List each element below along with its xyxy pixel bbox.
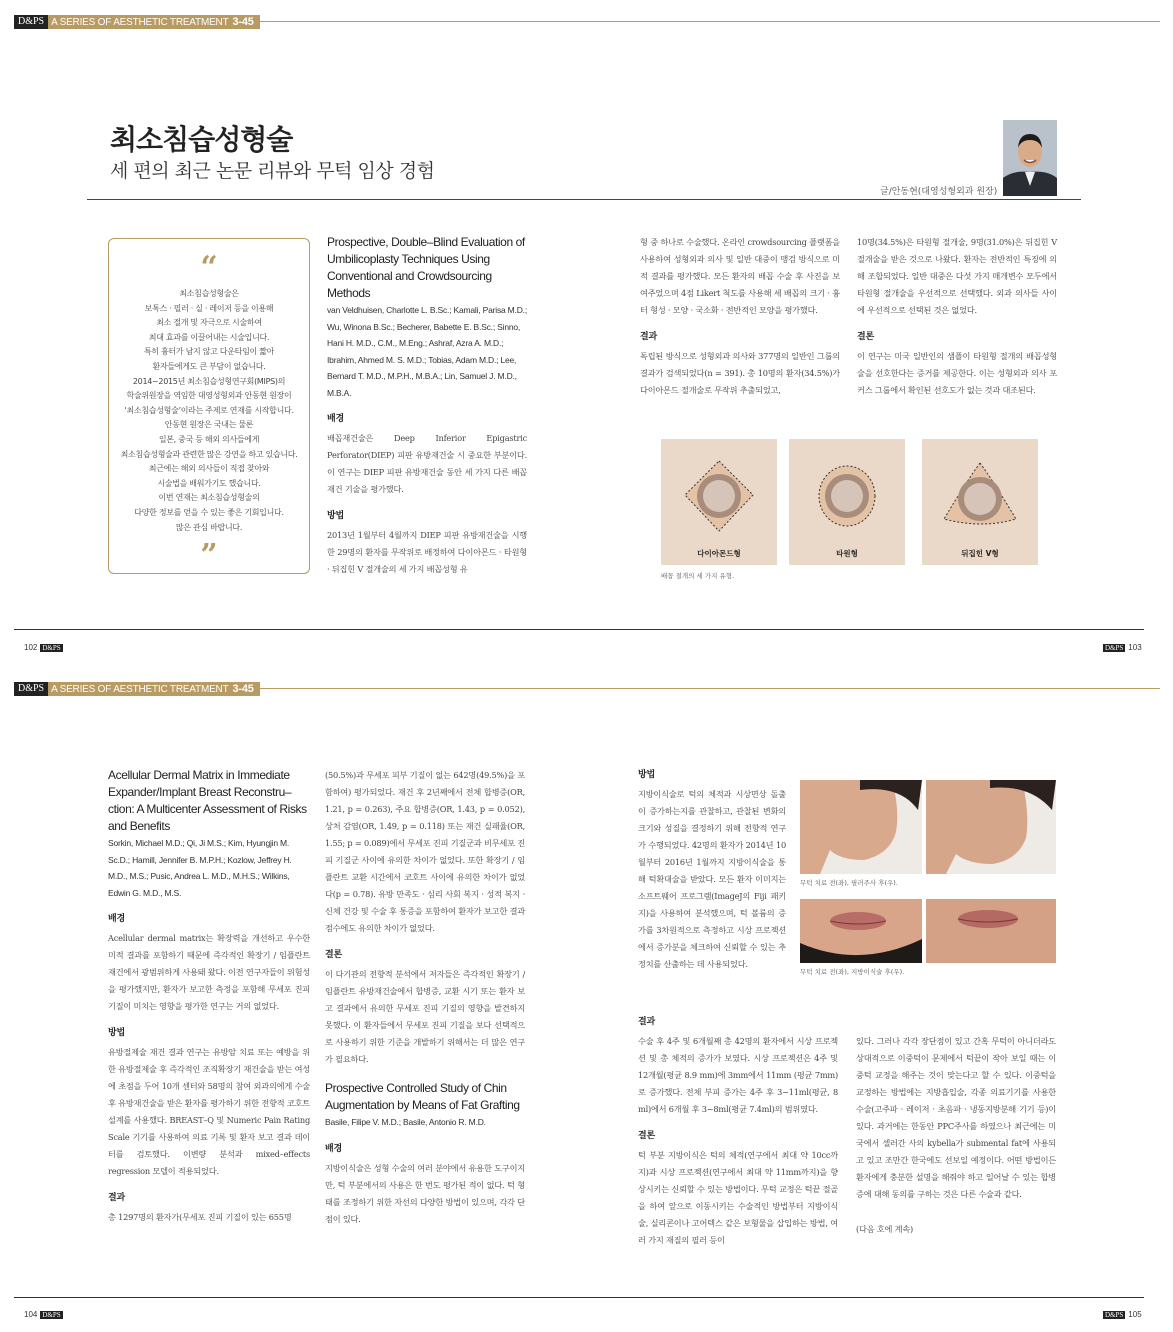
article2-result-text: 총 1297명의 환자가(무세포 진피 기질이 있는 655명 bbox=[108, 1212, 292, 1222]
article1-bg-text: 배꼽재건술은 Deep Inferior Epigastric Perforator(DIEP) 피판 유방재건술 시 중요한 부분이다. 이 연구는 DIEP 피판 유방재건술 동안 세 가지 다른 배꼽재건 기술을 평가했다. bbox=[327, 433, 527, 494]
figure-diamond bbox=[661, 439, 777, 565]
article3-concl-text: 턱 부분 지방이식은 턱의 체적(연구에서 최대 약 10cc까지)과 시상 프로젝션(연구에서 최대 약 11mm까지)을 향상시키는 신뢰할 수 있는 방법이다. 무턱 교정은 턱끝 절골을 하여 앞으로 이동시키는 수술적인 방법부터 지방이식술, 실리콘이나 고어텍스 같은 보형물을 삽입하는 방법, 여러 가지 재질의 필러 등이 bbox=[638, 1150, 838, 1245]
intro-quote-box bbox=[108, 238, 310, 574]
header-bar-1 bbox=[14, 15, 260, 29]
page-number-right: D&PS 105 bbox=[1105, 1310, 1142, 1319]
chin-before-photo bbox=[800, 780, 922, 874]
article3-bg-text: 지방이식술은 성형 수술의 여러 분야에서 유용한 도구이지만, 턱 부분에서의 사용은 한 번도 평가된 적이 없다. 턱 형태를 조정하기 위한 자선의 다양한 방법이 있으며, 각각 단점이 있다. bbox=[325, 1162, 525, 1224]
page-number-right: D&PS 103 bbox=[1105, 643, 1142, 652]
article2-bg-heading: 배경 bbox=[108, 914, 125, 924]
quote-open-icon: “ bbox=[200, 250, 218, 285]
page-title: 최소침습성형술 bbox=[110, 123, 293, 156]
quote-close-icon: ” bbox=[200, 538, 218, 574]
chin-after-photo bbox=[926, 780, 1056, 874]
article3-column-1 bbox=[638, 767, 786, 973]
figure-caption: 배꼽 절개의 세 가지 유형. bbox=[661, 572, 735, 580]
article3-result-text: 수술 후 4주 및 6개월째 총 42명의 환자에서 시상 프로젝션 및 총 체적의 증가가 보였다. 시상 프로젝션은 4주 및 12개월(평균 8.9 mm)에 3mm에서 11mm (평균 7mm)로 증가했다. 전체 부피 증가는 4주 후 3~11ml(평균, 8 ml)에서 6개월 후 3~8ml(평균 7.4ml)의 범위였다. bbox=[638, 1036, 838, 1114]
author-credit: 글/안동현(대영성형외과 원장) bbox=[880, 187, 998, 197]
article3-title: Prospective Controlled Study of Chin Augmentation by Means of Fat Grafting bbox=[325, 1081, 520, 1112]
page-number-left: 102 D&PS bbox=[24, 643, 61, 652]
article1-result-heading: 결과 bbox=[640, 332, 657, 342]
article3-closing-text: 있다. 그러나 각각 장단점이 있고 간혹 무턱이 아니더라도 상대적으로 이중턱이 문제에서 턱끝이 작아 보일 때는 이중턱 교정을 해주는 것이 맞는다고 할 수 있다. 이중턱을 교정하는 방법에는 지방흡입술, 각종 의료기기를 사용한 수술(고주파 · 레이저 · 초음파 · 냉동지방분해 기기 등)이 있다. 과거에는 한동안 PPC주사를 하였으나 최근에는 미국에서 셀러간 사의 kybella가 submental fat에 사용되고 있고 조만간 한국에도 선보일 예정이다. 어떤 방법이든 환자에게 충분한 설명을 해줘야 하고 일어날 수 있는 합병증에 대해 동의를 구하는 것은 다른 수술과 같다. bbox=[856, 1036, 1056, 1199]
article3-concl-heading: 결론 bbox=[638, 1131, 655, 1141]
figure-oval bbox=[789, 439, 905, 565]
author-photo bbox=[1003, 120, 1057, 196]
article1-column-2 bbox=[640, 234, 840, 399]
article2-result-cont: (50.5%)과 무세포 피부 기질이 없는 642명(49.5%)을 포함하여) 평가되었다. 재건 후 2년째에서 전체 합병증(OR, 1.21, p = 0.263), 주요 합병증(OR, 1.43, p = 0.052), 상처 감염(OR, 1.49, p = 0.118) 또는 재건 실패율(OR, 1.55; p = 0.089)에서 무세포 진피 기질군과 비무세포 진피 기질군 사이에 유의한 차이가 없었다. 또한 확장기 / 임플란트 교환 시간에서 코호트 사이에 유의한 차이가 없었다(p = 0.78). 유방 만족도 · 심리 사회 복지 · 성적 복지 · 신체 건강 및 수술 후 통증을 포함하여 환자가 보고한 결과 점수에도 유의한 차이가 없었다. bbox=[325, 770, 525, 933]
article2-bg-text: Acellular dermal matrix는 확장력을 개선하고 우수한 미적 결과를 포함하기 때문에 즉각적인 확장기 / 임플란트 재건에서 광범위하게 사용돼 왔다. 이전 연구자들이 위험성을 평가했지만, 환자가 보고한 측정을 포함해 무세포 진피 기질이 미치는 영향을 평가한 연구는 거의 없었다. bbox=[108, 933, 310, 1011]
header-logo: D&PS bbox=[14, 682, 48, 696]
header-rule bbox=[260, 21, 1160, 22]
article1-method-heading: 방법 bbox=[327, 511, 344, 521]
figure-label: 다이아몬드형 bbox=[697, 549, 741, 558]
article2-method-heading: 방법 bbox=[108, 1028, 125, 1038]
figure-inverted-v bbox=[922, 439, 1038, 565]
article1-result-text: 독립된 방식으로 성형외과 의사와 377명의 일반인 그룹의 결과가 검색되었다(n = 391). 총 10명의 환자(34.5%)가 다이아몬드 절개술로 무작위 추출되었고, bbox=[640, 351, 840, 395]
article3-result-heading: 결과 bbox=[638, 1017, 655, 1027]
article1-column-3 bbox=[857, 234, 1057, 399]
article1-result-cont: 10명(34.5%)은 타원형 절개술, 9명(31.0%)은 뒤집힌 V 절개술을 받은 것으로 나왔다. 환자는 전반적인 특징에 의해 조합되었다. 일반 대중은 다섯 가지 매개변수 모두에서 타원형 절개술을 우선적으로 선택했다. 외과 의사들 사이에 우선적으로 선택된 것은 없었다. bbox=[857, 237, 1057, 315]
figure-label: 뒤집힌 V형 bbox=[961, 549, 999, 558]
article1-column-1 bbox=[327, 234, 527, 578]
article1-bg-heading: 배경 bbox=[327, 414, 344, 424]
article2-column-2 bbox=[325, 767, 525, 1228]
article3-authors: Basile, Filipe V. M.D.; Basile, Antonio R. M.D. bbox=[325, 1117, 486, 1127]
photo-caption-2: 무턱 치료 전(좌), 지방이식술 후(우). bbox=[800, 968, 905, 976]
article2-concl-text: 이 다기관의 전향적 분석에서 저자들은 즉각적인 확장기 / 임플란트 유방재건술에서 합병증, 교환 시기 또는 환자 보고 결과에서 유의한 무세포 진피 기질의 영향을 발견하지 못했다. 이 환자들에서 무세포 진피 기질을 보다 선택적으로 사용하기 위한 기준을 개발하기 위해서는 더 많은 연구가 필요하다. bbox=[325, 969, 525, 1064]
continue-note: (다음 호에 계속) bbox=[856, 1224, 914, 1234]
lips-before-photo bbox=[800, 899, 922, 963]
photo-caption-1: 무턱 치료 전(좌), 필러주사 후(우). bbox=[800, 879, 898, 887]
article2-concl-heading: 결론 bbox=[325, 950, 342, 960]
article1-concl-text: 이 연구는 미국 일반인의 샘플이 타원형 절개의 배꼽성형술을 선호한다는 증거를 제공한다. 이는 성형외과 의사 포커스 그룹에서 확인된 선호도가 없는 것과 대조된다. bbox=[857, 351, 1057, 395]
header-logo: D&PS bbox=[14, 15, 48, 29]
article2-method-text: 유방절제술 재건 결과 연구는 유방암 치료 또는 예방을 위한 유방절제술 후 즉각적인 조직확장기 재건술을 받는 여성에 초점을 두어 10개 센터와 58명의 참여 외과의에게 수술 후 유방재건술을 받은 환자를 평가하기 위한 전향적 코호트 설계를 사용했다. BREAST–Q 및 Numeric Pain Rating Scale 기기를 사용하여 의료 기록 및 환자 보고 결과 데이터를 검토했다. 이변량 분석과 mixed–effects regression 모델이 적용되었다. bbox=[108, 1047, 310, 1176]
figure-label: 타원형 bbox=[836, 549, 858, 558]
footer-rule bbox=[14, 629, 1144, 630]
header-series: A SERIES OF AESTHETIC TREATMENT 3-45 bbox=[48, 682, 260, 696]
article1-concl-heading: 결론 bbox=[857, 332, 874, 342]
footer-rule bbox=[14, 1297, 1144, 1298]
article3-bg-heading: 배경 bbox=[325, 1143, 342, 1154]
page-number-left: 104 D&PS bbox=[24, 1310, 61, 1319]
article3-column-3 bbox=[856, 1033, 1056, 1238]
article1-authors: van Veldhuisen, Charlotte L. B.Sc.; Kamali, Parisa M.D.; Wu, Winona B.Sc.; Becherer, Babette E. B.Sc.; Sinno, Hani H. M.D., C.M., M.Eng.; Ashraf, Azra A. M.D.; Ibrahim, Ahmed M. S. M.D.; Tobias, Adam M.D.; Lee, Bernard T. M.D., M.P.H., M.B.A.; Lin, Samuel J. M.D., M.B.A. bbox=[327, 305, 527, 398]
article2-column-1 bbox=[108, 767, 310, 1226]
header-rule bbox=[256, 688, 1160, 689]
article2-result-heading: 결과 bbox=[108, 1193, 125, 1203]
article3-method-text: 지방이식술로 턱의 체적과 시상면상 돌출이 증가하는지를 관찰하고, 관찰된 변화의 크기와 성질을 결정하기 위해 전향적 연구가 수행되었다. 42명의 환자가 2014년 10월부터 2016년 1월까지 지방이식술을 통해 턱확대술을 받았다. 모든 환자 이미지는 소프트웨어 프로그램(ImageJ의 Fiji 패키지)을 사용하여 분석했으며, 턱 볼륨의 증가를 3차원적으로 측정하고 시상 프로젝션에서 증가분을 체크하여 신뢰할 수 있는 추정치를 산출하는 데 사용되었다. bbox=[638, 789, 786, 969]
header-bar-2 bbox=[14, 682, 260, 696]
article1-method-text: 2013년 1월부터 4월까지 DIEP 피판 유방재건술을 시행한 29명의 환자를 무작위로 배정하여 다이아몬드 · 타원형 · 뒤집힌 V 절개술의 세 가지 배꼽성형 유 bbox=[327, 530, 527, 574]
article1-title: Prospective, Double–Blind Evaluation of Umbilicoplasty Techniques Using Conventional and Crowdsourcing Methods bbox=[327, 235, 525, 300]
page-subtitle: 세 편의 최근 논문 리뷰와 무턱 임상 경험 bbox=[110, 160, 435, 182]
lips-after-photo bbox=[926, 899, 1056, 963]
article3-method-heading: 방법 bbox=[638, 770, 655, 780]
title-rule bbox=[87, 199, 1081, 200]
article2-authors: Sorkin, Michael M.D.; Qi, Ji M.S.; Kim, Hyungjin M. Sc.D.; Hamill, Jennifer B. M.P.H.; Kozlow, Jeffrey H. M.D., M.S.; Pusic, Andrea L. M.D., M.H.S.; Wilkins, Edwin G. M.D., M.S. bbox=[108, 838, 292, 898]
article3-column-2 bbox=[638, 1014, 838, 1249]
header-series: A SERIES OF AESTHETIC TREATMENT 3-45 bbox=[48, 15, 260, 29]
intro-quote-text: 최소침습성형술은 보톡스 · 필러 · 실 · 레이저 등을 이용해 최소 절개 및 자극으로 시술하여 최대 효과를 이끌어내는 시술입니다. 특히 흉터가 남지 않고 다운타임이 짧아 환자들에게도 큰 부담이 없습니다. 2014~2015년 최소침습성형연구회(MIPS)의 학술위원장을 역임한 대영성형외과 안동현 원장이 ‘최소침습성형술’이라는 주제로 연재를 시작합니다. 안동현 원장은 국내는 물론 일본, 중국 등 해외 의사들에게 최소침습성형술과 관련한 많은 강연을 하고 있습니다. 최근에는 해외 의사들이 직접 찾아와 시술법을 배워가기도 했습니다. 이번 연재는 최소침습성형술의 다양한 정보를 얻을 수 있는 좋은 기회입니다. 많은 관심 바랍니다. bbox=[120, 289, 298, 532]
article1-method-cont: 형 중 하나로 수술했다. 온라인 crowdsourcing 플랫폼을 사용하여 성형외과 의사 및 일반 대중이 맹검 방식으로 미적 결과를 평가했다. 모든 환자의 배꼽 수술 후 사진을 보여주었으며 4점 Likert 척도를 사용해 세 배꼽의 크기 · 흉터 형성 · 모양 · 국소화 · 전반적인 모양을 평가했다. bbox=[640, 237, 840, 315]
article2-title: Acellular Dermal Matrix in Immediate Expander/Implant Breast Reconstru–ction: A Multicenter Assessment of Risks and Benefits bbox=[108, 768, 307, 833]
